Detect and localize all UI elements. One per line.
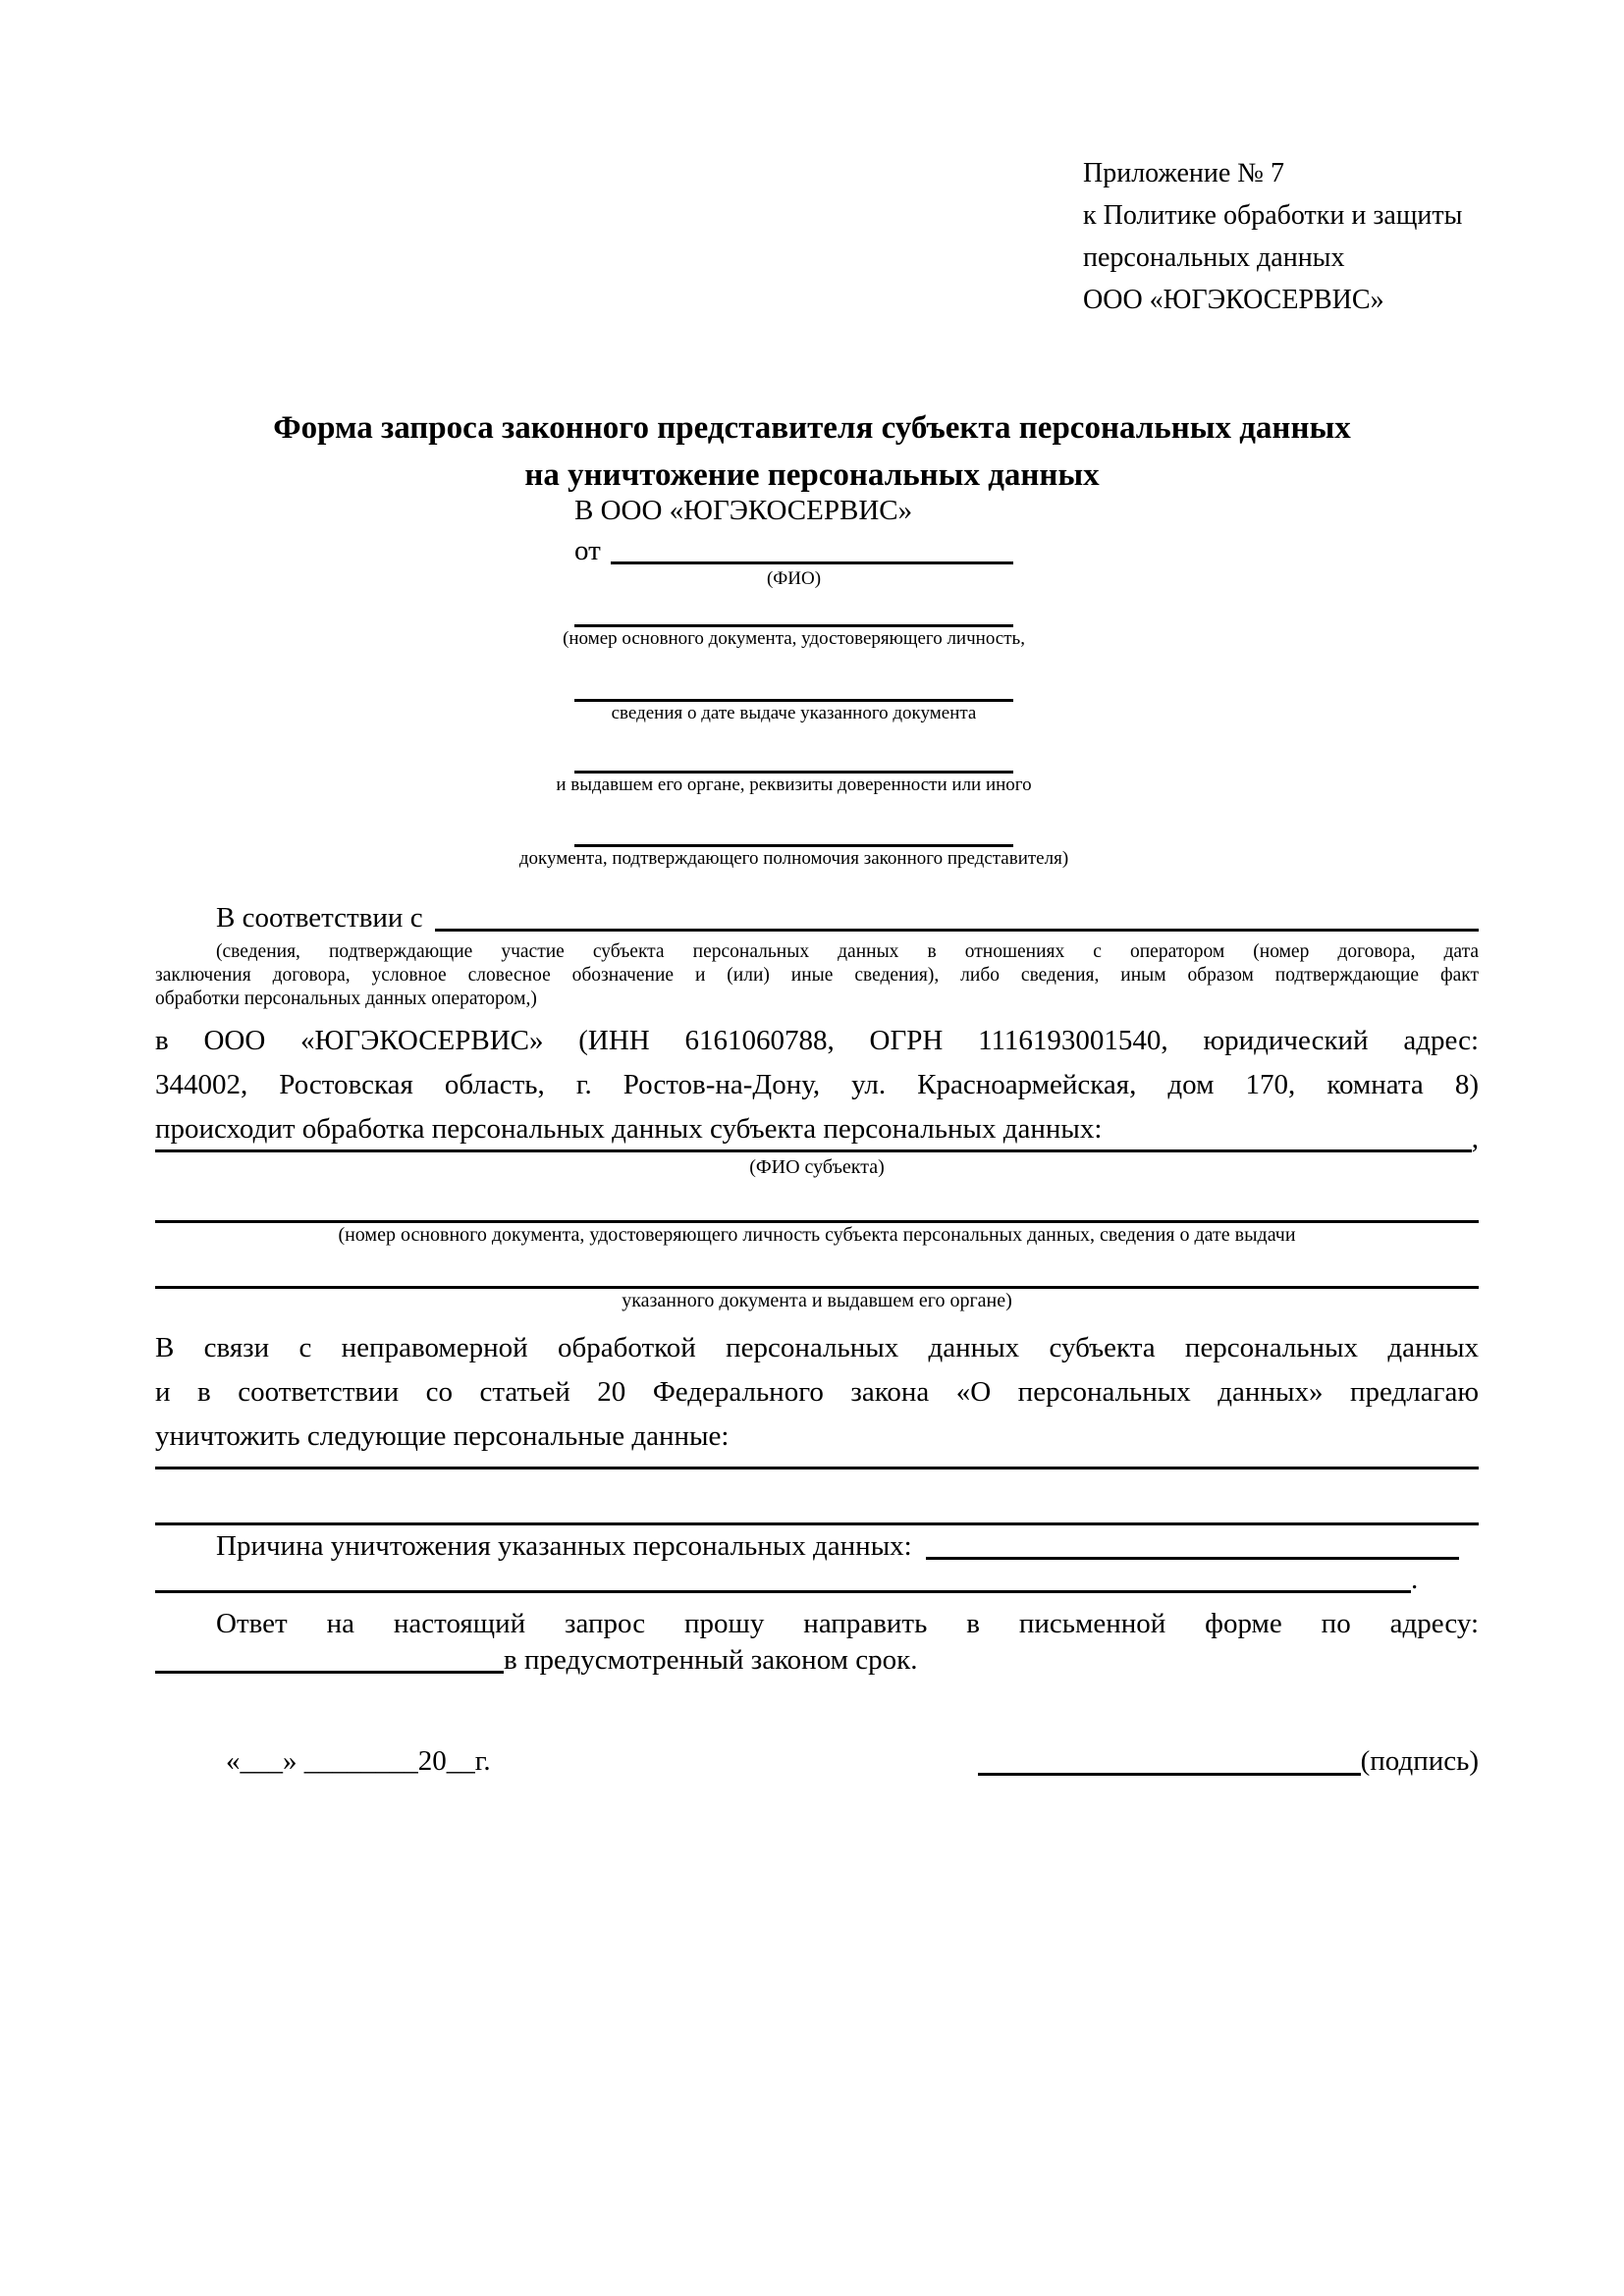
representative-doc-caption: и выдавшем его органе, реквизиты доверенности или иного	[556, 774, 1032, 795]
personal-data-fill-line	[155, 1459, 1479, 1469]
signature-block	[978, 1743, 1479, 1779]
operator-paragraph-line: в ООО «ЮГЭКОСЕРВИС» (ИНН 6161060788, ОГРН 1116193001540, юридический адрес:	[155, 1025, 1479, 1056]
destruction-request-line: уничтожить следующие персональные данные:	[155, 1420, 730, 1452]
accordance-label: В соответствии с	[216, 902, 423, 934]
reason-continuation-row	[155, 1563, 1479, 1596]
from-row	[574, 532, 1013, 567]
signature-fill-line	[978, 1773, 1361, 1776]
addressee-block	[518, 493, 1069, 871]
signature-caption: (подпись)	[1360, 1745, 1479, 1777]
destruction-request-paragraph	[155, 1326, 1479, 1459]
subject-fio-fill-line	[155, 1149, 1472, 1152]
subject-doc-caption: (номер основного документа, удостоверяющего личность субъекта персональных данных, сведения о дате выдачи	[338, 1224, 1296, 1246]
subject-doc-caption: указанного документа и выдавшем его органе)	[622, 1290, 1012, 1311]
representative-doc-fill-line	[574, 725, 1013, 774]
appendix-line: персональных данных	[1083, 242, 1345, 273]
date-blank: «___» ________20__г.	[226, 1745, 491, 1777]
note-line: заключения договора, условное словесное обозначение и (или) иные сведения), либо сведения, иным образом подтверждающие факт	[155, 965, 1479, 986]
representative-doc-fill-line	[574, 651, 1013, 702]
trailing-comma: ,	[1471, 1123, 1479, 1154]
reply-deadline-text: в предусмотренный законом срок.	[504, 1644, 918, 1676]
accordance-note	[155, 940, 1479, 1011]
representative-doc-caption: сведения о дате выдаче указанного документа	[611, 703, 977, 723]
note-line: обработки персональных данных оператором,)	[155, 988, 537, 1009]
reason-label: Причина уничтожения указанных персональных данных:	[216, 1530, 912, 1562]
representative-doc-fill-line	[574, 591, 1013, 627]
reply-request-line: Ответ на настоящий запрос прошу направить в письменной форме по адресу:	[216, 1608, 1479, 1639]
appendix-line: ООО «ЮГЭКОСЕРВИС»	[1083, 285, 1384, 315]
representative-doc-caption: (номер основного документа, удостоверяющего личность,	[563, 628, 1025, 649]
document-title	[0, 404, 1624, 499]
addressee-organization: В ООО «ЮГЭКОСЕРВИС»	[574, 495, 913, 526]
subject-doc-fill-line	[155, 1247, 1479, 1289]
personal-data-fill-line	[155, 1469, 1479, 1525]
operator-paragraph-line: происходит обработка персональных данных субъекта персональных данных:	[155, 1113, 1103, 1145]
representative-doc-fill-line	[574, 797, 1013, 847]
representative-doc-caption: документа, подтверждающего полномочия законного представителя)	[518, 848, 1069, 869]
operator-paragraph-line: 344002, Ростовская область, г. Ростов-на-Дону, ул. Красноармейская, дом 170, комната 8)	[155, 1069, 1479, 1100]
appendix-line: к Политике обработки и защиты	[1083, 200, 1463, 231]
reason-fill-line	[926, 1557, 1459, 1560]
destruction-request-line: и в соответствии со статьей 20 Федерального закона «О персональных данных» предлагаю	[155, 1376, 1479, 1408]
subject-fio-caption: (ФИО субъекта)	[749, 1156, 885, 1178]
document-body	[155, 899, 1479, 1677]
from-fill-line	[611, 561, 1013, 564]
appendix-block	[1083, 152, 1462, 321]
title-line-2: на уничтожение персональных данных	[524, 457, 1100, 493]
from-label: от	[574, 535, 601, 566]
subject-doc-fill-line	[155, 1179, 1479, 1223]
reason-fill-line	[155, 1590, 1411, 1593]
reply-address-row	[155, 1641, 1479, 1677]
destruction-request-line: В связи с неправомерной обработкой персональных данных субъекта персональных данных	[155, 1332, 1479, 1363]
fio-caption: (ФИО)	[766, 568, 822, 589]
reason-row	[155, 1527, 1479, 1563]
trailing-period: .	[1411, 1564, 1419, 1595]
accordance-fill-line	[435, 929, 1479, 932]
address-fill-line	[155, 1671, 504, 1674]
date-signature-row	[155, 1743, 1479, 1779]
title-line-1: Форма запроса законного представителя субъекта персональных данных	[273, 410, 1351, 446]
accordance-row	[155, 899, 1479, 934]
note-line: (сведения, подтверждающие участие субъекта персональных данных в отношениях с оператором (номер договора, дата	[216, 941, 1479, 962]
appendix-line: Приложение № 7	[1083, 158, 1284, 188]
